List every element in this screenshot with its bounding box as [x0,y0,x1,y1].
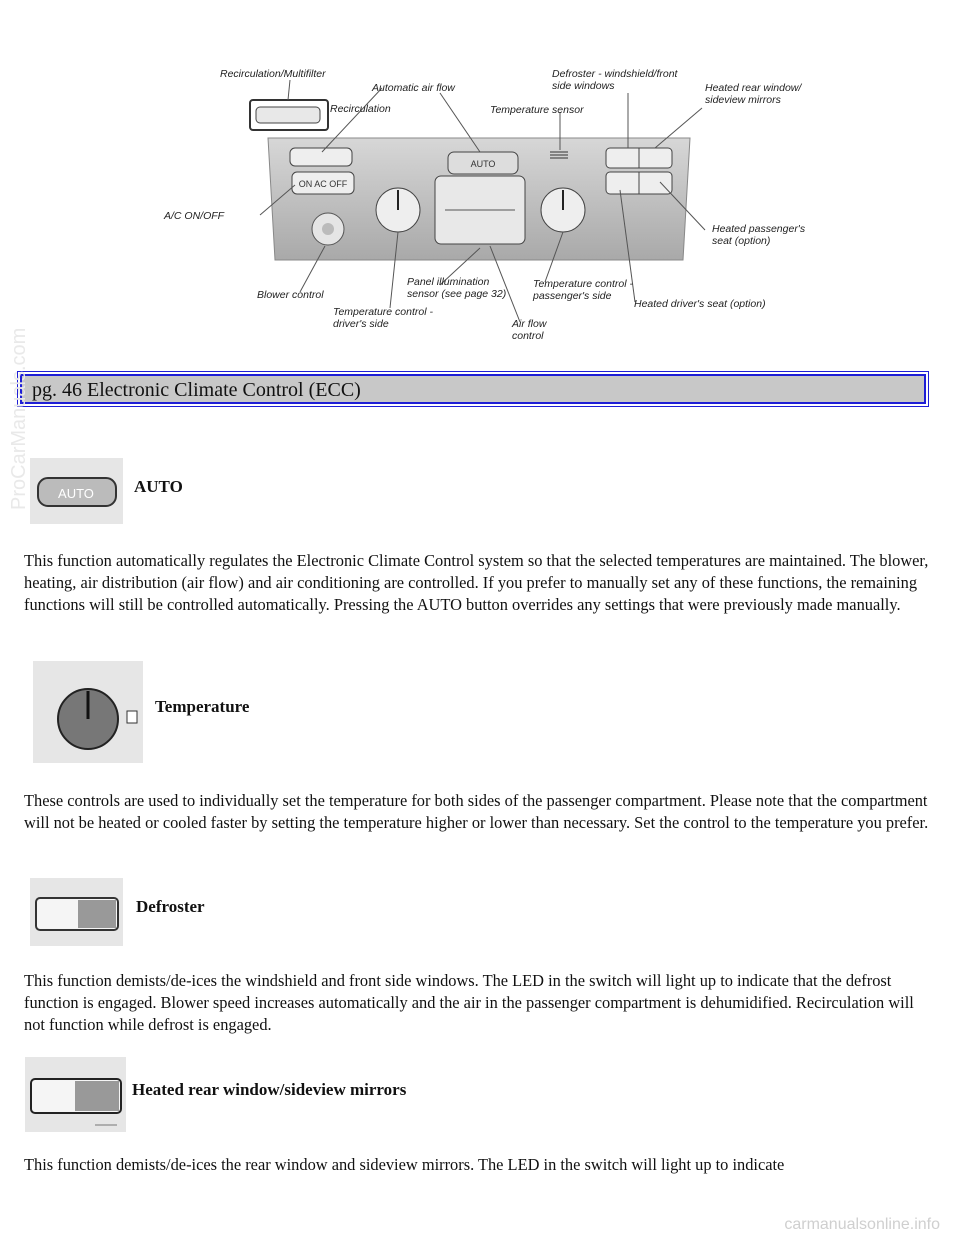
auto-button-image [30,458,123,524]
label-temp-control-passenger: Temperature control - passenger's side [533,278,633,302]
bottom-watermark: carmanualsonline.info [784,1216,940,1233]
label-heated-rear: Heated rear window/ sideview mirrors [705,82,802,106]
label-air-flow-control: Air flow control [512,318,547,342]
side-watermark: ProCarManuals.com [8,327,30,510]
temperature-knob-illustration [33,661,143,763]
label-panel-illumination: Panel illumination sensor (see page 32) [407,276,507,300]
auto-button-text: AUTO [470,159,496,169]
heated-rear-switch-illustration [25,1057,126,1132]
label-automatic-air-flow: Automatic air flow [372,82,455,94]
label-heated-passenger-seat: Heated passenger's seat (option) [712,223,806,247]
temperature-knob-image [33,661,143,763]
section-title: pg. 46 Electronic Climate Control (ECC) [32,379,361,401]
auto-thumb-text: AUTO [58,486,94,501]
ac-button-text: ON AC OFF [298,179,348,189]
label-recirculation: Recirculation [330,103,391,115]
defroster-switch-illustration [30,878,123,946]
label-heated-driver-seat: Heated driver's seat (option) [634,298,766,310]
label-temperature-sensor: Temperature sensor [490,104,584,116]
heated-rear-description: This function demists/de-ices the rear window and sideview mirrors. The LED in the switch will light up to indicate [24,1155,785,1174]
heated-rear-switch-image [25,1057,126,1132]
label-recirc-multifilter: Recirculation/Multifilter [220,68,326,80]
auto-heading: AUTO [134,477,183,496]
temperature-heading: Temperature [155,697,250,716]
defroster-heading: Defroster [136,897,205,916]
temperature-description: These controls are used to individually set the temperature for both sides of the passenger compartment. Please note that the compartment will not be heated or cooled faster by setting the temperature higher or lower than necessary. Set the control to the temperature you prefer. [24,791,929,832]
label-temp-control-driver: Temperature control - driver's side [333,306,433,330]
label-blower-control: Blower control [257,289,324,301]
label-defroster: Defroster - windshield/front side windows [552,68,678,92]
defroster-description: This function demists/de-ices the windshield and front side windows. The LED in the switch will light up to indicate that the defrost function is engaged. Blower speed increases automatically and the air in the passenger compartment is dehumidified. Recirculation will not function while defrost is engaged. [24,971,914,1034]
auto-description: This function automatically regulates the Electronic Climate Control system so that the selected temperatures are maintained. The blower, heating, air distribution (air flow) and air conditioning are controlled. If you prefer to manually set any of these functions, the remaining functions will still be controlled automatically. Pressing the AUTO button overrides any settings that were previously made manually. [24,551,929,614]
heated-rear-heading: Heated rear window/sideview mirrors [132,1080,407,1099]
section-title-bar [20,374,926,404]
label-ac-onoff: A/C ON/OFF [164,210,225,222]
defroster-switch-image [30,878,123,946]
auto-button-illustration [30,458,123,524]
ecc-panel-diagram [150,60,840,350]
